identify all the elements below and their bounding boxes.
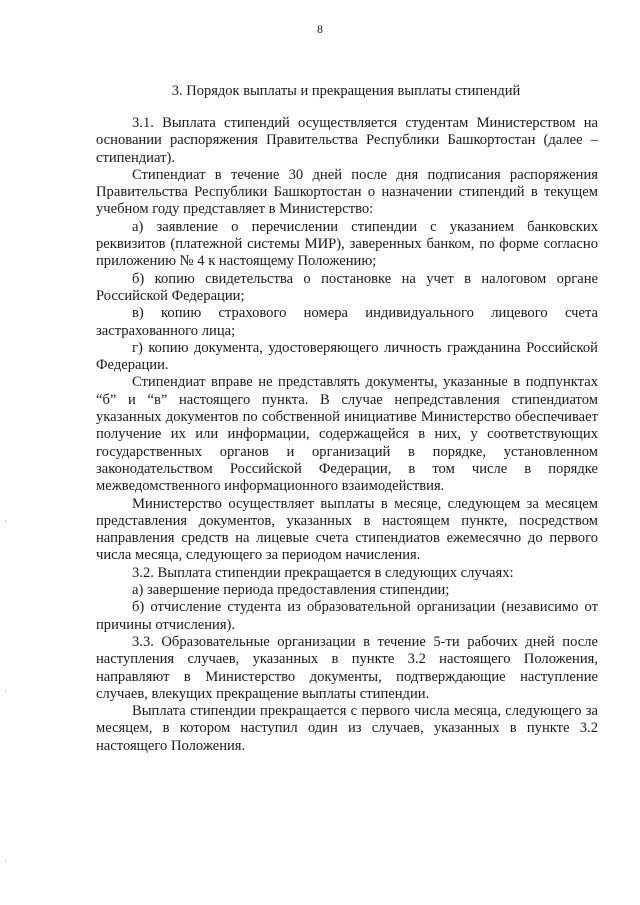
scan-edge-mark [5,520,6,522]
scan-edge-mark [5,860,6,862]
paragraph-3-1: 3.1. Выплата стипендий осуществляется студентам Министерством на основании распоряжения Правительства Республики Башкортостан (далее – стипендиат). [96,115,598,166]
section-heading: 3. Порядок выплаты и прекращения выплаты стипендий [171,83,521,99]
paragraph-3-3: 3.3. Образовательные организации в течение 5-ти рабочих дней после наступления случаев, указанных в пункте 3.2 настоящего Положения, направляют в Министерство документы, подтверждающие наступление случаев, влекущих прекращение выплаты стипендии. [96,633,598,702]
list-item-3-2-b: б) отчисление студента из образовательной организации (независимо от причины отчисления). [96,599,598,633]
list-item-v: в) копию страхового номера индивидуального лицевого счета застрахованного лица; [96,305,598,339]
list-item-3-2-a: а) завершение периода предоставления стипендии; [132,582,450,599]
paragraph-documents-intro: Стипендиат в течение 30 дней после дня подписания распоряжения Правительства Республики Башкортостан о назначении стипендий в текущем учебном году представляет в Министерство: [96,166,598,218]
list-item-b: б) копию свидетельства о постановке на учет в налоговом органе Российской Федерации; [96,270,598,304]
paragraph-payments: Министерство осуществляет выплаты в месяце, следующем за месяцем представления документов, указанных в настоящем пункте, посредством направления средств на лицевые счета стипендиатов ежемесячно до первого числа месяца, следующего за периодом начисления. [96,495,598,564]
document-body [96,115,598,755]
paragraph-termination: Выплата стипендии прекращается с первого числа месяца, следующего за месяцем, в котором наступил один из случаев, указанных в пункте 3.2 настоящего Положения. [96,703,598,754]
paragraph-3-2: 3.2. Выплата стипендии прекращается в следующих случаях: [132,564,514,581]
list-item-a: а) заявление о перечислении стипендии с указанием банковских реквизитов (платежной системы МИР), заверенных банком, по форме согласно приложению № 4 к настоящему Положению; [96,218,598,270]
paragraph-optional-documents: Стипендиат вправе не представлять документы, указанные в подпунктах “б” и “в” настоящего пункта. В случае непредставления стипендиатом указанных документов по собственной инициативе Министерство обеспечивает получение их или информации, содержащейся в них, у соответствующих государственных органов и организаций в порядке, установленном законодательством Российской Федерации, в том числе в порядке межведомственного информационного взаимодействия. [96,374,598,495]
list-item-g: г) копию документа, удостоверяющего личность гражданина Российской Федерации. [96,339,598,374]
scan-edge-mark [5,690,6,692]
page-number: 8 [317,24,323,36]
